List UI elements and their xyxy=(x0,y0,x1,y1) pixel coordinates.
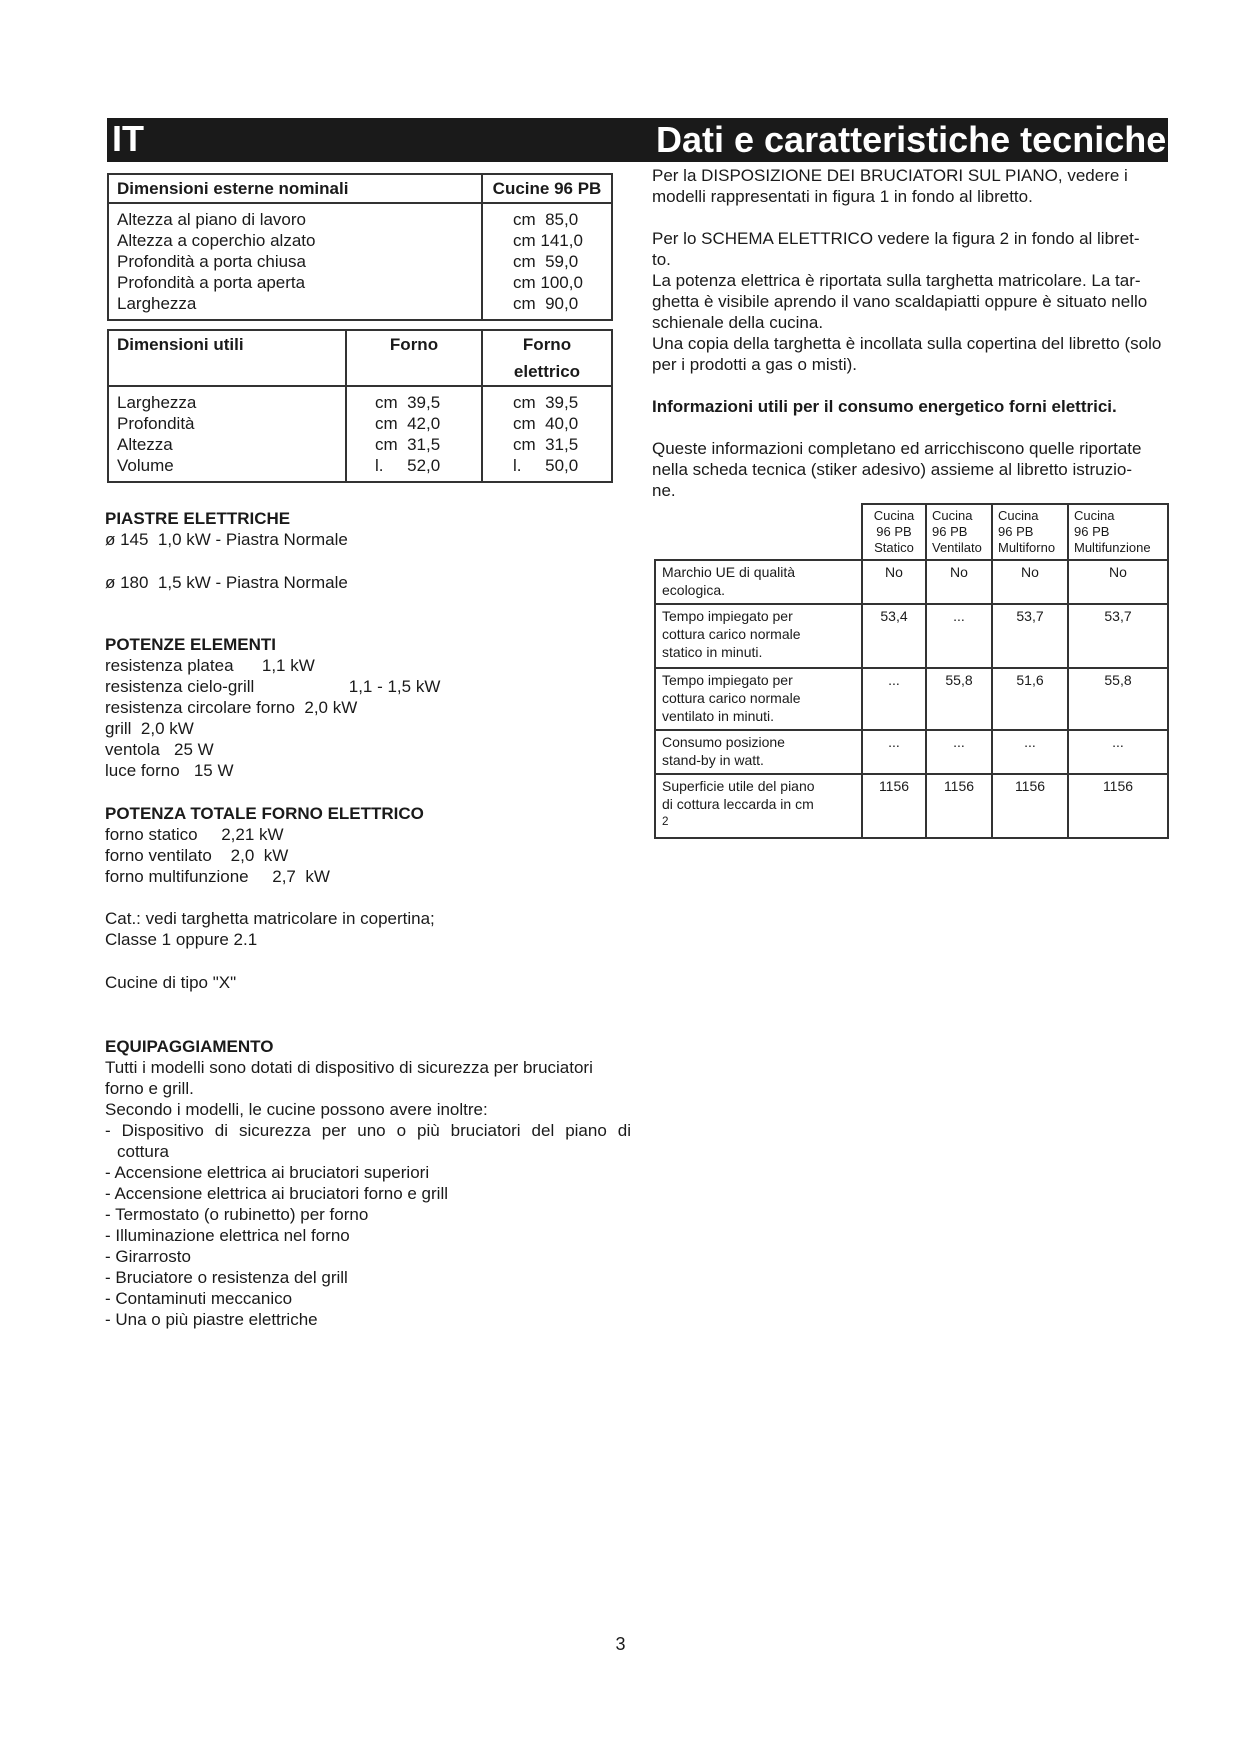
text-line: Secondo i modelli, le cucine possono avere inoltre: xyxy=(105,1100,488,1119)
text-line: Queste informazioni completano ed arricchiscono quelle riportate xyxy=(652,439,1142,458)
list-item: - Contaminuti meccanico xyxy=(105,1289,293,1308)
table-header: Dimensioni utili xyxy=(108,330,346,386)
table-row xyxy=(655,730,1168,774)
cell: cm 59,0 xyxy=(513,252,579,271)
text-line: forno ventilato 2,0 kW xyxy=(105,846,289,865)
right-intro xyxy=(652,165,1188,501)
text-line: Cat.: vedi targhetta matricolare in copertina; xyxy=(105,909,435,928)
page-title: Dati e caratteristiche tecniche xyxy=(656,119,1167,160)
piastre-section xyxy=(105,508,348,593)
cell: ... xyxy=(862,668,926,730)
cell: cm 40,0 xyxy=(513,414,579,433)
header-line: 96 PB xyxy=(876,524,912,539)
cell: Profondità xyxy=(117,414,195,433)
text-line: modelli rappresentati in figura 1 in fondo al libretto. xyxy=(652,187,1033,206)
cell: cm 42,0 xyxy=(375,414,441,433)
cell: cm 141,0 xyxy=(513,231,583,250)
header-line: Multiforno xyxy=(998,540,1056,555)
cell: No xyxy=(862,560,926,604)
text-line: forno statico 2,21 kW xyxy=(105,825,284,844)
table-row xyxy=(655,604,1168,668)
cell: 1156 xyxy=(1068,774,1168,838)
cell: No xyxy=(992,560,1068,604)
header-line: Multifunzione xyxy=(1074,540,1151,555)
cell: Volume xyxy=(117,456,174,475)
text-line: ne. xyxy=(652,481,676,500)
column-header xyxy=(1068,504,1168,560)
text-line: cottura xyxy=(117,1142,169,1161)
energy-heading: Informazioni utili per il consumo energetico forni elettrici. xyxy=(652,397,1117,416)
cell: l. 52,0 xyxy=(375,456,441,475)
table-header: Cucine 96 PB xyxy=(482,174,612,203)
header-line: Cucina xyxy=(932,508,973,523)
cell: 53,4 xyxy=(862,604,926,668)
cell: 1156 xyxy=(926,774,992,838)
list-item: - Accensione elettrica ai bruciatori superiori xyxy=(105,1163,430,1182)
text-line: per i prodotti a gas o misti). xyxy=(652,355,858,374)
section-heading: POTENZA TOTALE FORNO ELETTRICO xyxy=(105,804,424,823)
text-line: ø 180 1,5 kW - Piastra Normale xyxy=(105,573,348,592)
text-line: La potenza elettrica è riportata sulla targhetta matricolare. La tar- xyxy=(652,271,1141,290)
table-row xyxy=(655,668,1168,730)
header-line: 96 PB xyxy=(1074,524,1110,539)
table-header: Forno elettrico xyxy=(482,330,612,386)
row-label: Superficie utile del piano di cottura leccarda in cm $^2$ xyxy=(655,774,862,838)
table-header: Forno xyxy=(346,330,482,386)
text-line: resistenza circolare forno 2,0 kW xyxy=(105,698,358,717)
header-line: Cucina xyxy=(873,508,915,523)
cell: cm 31,5 xyxy=(513,435,579,454)
text-line: resistenza platea 1,1 kW xyxy=(105,656,315,675)
text-line: Classe 1 oppure 2.1 xyxy=(105,930,258,949)
cell: Larghezza xyxy=(117,294,197,313)
row-label: Tempo impiegato per cottura carico normale ventilato in minuti. xyxy=(655,668,862,730)
cell: No xyxy=(926,560,992,604)
text-line: to. xyxy=(652,250,671,269)
section-heading: PIASTRE ELETTRICHE xyxy=(105,509,291,528)
cell: 1156 xyxy=(862,774,926,838)
header-line: Cucina xyxy=(998,508,1039,523)
text-line: Per lo SCHEMA ELETTRICO vedere la figura 2 in fondo al libret- xyxy=(652,229,1140,248)
category-section xyxy=(105,908,435,993)
cell: Altezza a coperchio alzato xyxy=(117,231,316,250)
oven-values xyxy=(346,386,482,482)
cell: cm 39,5 xyxy=(375,393,441,412)
cell: ... xyxy=(1068,730,1168,774)
text-line: ø 145 1,0 kW - Piastra Normale xyxy=(105,530,348,549)
text-line: - Dispositivo di sicurezza per uno o più bruciatori del piano di xyxy=(105,1121,631,1140)
row-values xyxy=(482,203,612,320)
column-header xyxy=(862,504,926,560)
equipment-section xyxy=(105,1036,631,1330)
column-header xyxy=(926,504,992,560)
cell: l. 50,0 xyxy=(513,456,579,475)
row-labels xyxy=(108,386,346,482)
cell: cm 100,0 xyxy=(513,273,583,292)
text-line: ghetta è visibile aprendo il vano scaldapiatti oppure è situato nello xyxy=(652,292,1148,311)
row-label: Consumo posizione stand-by in watt. xyxy=(655,730,862,774)
cell: cm 39,5 xyxy=(513,393,579,412)
table-row xyxy=(655,774,1168,838)
header-line: 96 PB xyxy=(998,524,1034,539)
text-line: forno multifunzione 2,7 kW xyxy=(105,867,330,886)
text-line: grill 2,0 kW xyxy=(105,719,194,738)
cell: 53,7 xyxy=(1068,604,1168,668)
header-line: Ventilato xyxy=(932,540,982,555)
text-line: Una copia della targhetta è incollata sulla copertina del libretto (solo xyxy=(652,334,1162,353)
section-heading: EQUIPAGGIAMENTO xyxy=(105,1037,274,1056)
text-line: resistenza cielo-grill 1,1 - 1,5 kW xyxy=(105,677,441,696)
text-line: ventola 25 W xyxy=(105,740,214,759)
row-label: Marchio UE di qualità ecologica. xyxy=(655,560,862,604)
list-item: - Una o più piastre elettriche xyxy=(105,1310,318,1329)
table-header: Dimensioni esterne nominali xyxy=(108,174,482,203)
text-line: luce forno 15 W xyxy=(105,761,234,780)
page-number: 3 xyxy=(615,1634,626,1654)
row-labels xyxy=(108,203,482,320)
cell: 55,8 xyxy=(926,668,992,730)
header-line: Statico xyxy=(874,540,914,555)
list-item: - Termostato (o rubinetto) per forno xyxy=(105,1205,369,1224)
cell: 53,7 xyxy=(992,604,1068,668)
external-dimensions-table xyxy=(107,173,613,321)
language-code: IT xyxy=(112,118,144,159)
list-item: - Illuminazione elettrica nel forno xyxy=(105,1226,350,1245)
cell: ... xyxy=(862,730,926,774)
cell: ... xyxy=(926,730,992,774)
useful-dimensions-table xyxy=(107,329,613,483)
text-line: nella scheda tecnica (stiker adesivo) assieme al libretto istruzio- xyxy=(652,460,1132,479)
potenze-section xyxy=(105,634,440,781)
energy-table xyxy=(654,503,1169,839)
list-item: - Girarrosto xyxy=(105,1247,191,1266)
cell: Altezza xyxy=(117,435,173,454)
table-row xyxy=(655,560,1168,604)
row-label: Tempo impiegato per cottura carico normale statico in minuti. xyxy=(655,604,862,668)
cell: cm 90,0 xyxy=(513,294,579,313)
cell: 55,8 xyxy=(1068,668,1168,730)
cell: Altezza al piano di lavoro xyxy=(117,210,307,229)
cell: Profondità a porta aperta xyxy=(117,273,306,292)
text-line: Tutti i modelli sono dotati di dispositivo di sicurezza per bruciatori xyxy=(105,1058,593,1077)
cell: Profondità a porta chiusa xyxy=(117,252,307,271)
cell: cm 31,5 xyxy=(375,435,441,454)
text-line: schienale della cucina. xyxy=(652,313,824,332)
cell: 51,6 xyxy=(992,668,1068,730)
superscript: 2 xyxy=(662,815,669,828)
cell: Larghezza xyxy=(117,393,197,412)
totale-section xyxy=(105,803,424,887)
header-line: Cucina xyxy=(1074,508,1115,523)
section-heading: POTENZE ELEMENTI xyxy=(105,635,276,654)
list-item: - Bruciatore o resistenza del grill xyxy=(105,1268,348,1287)
text-line: Per la DISPOSIZIONE DEI BRUCIATORI SUL PIANO, vedere i xyxy=(652,166,1128,185)
list-item: - Accensione elettrica ai bruciatori forno e grill xyxy=(105,1184,448,1203)
electric-oven-values xyxy=(482,386,612,482)
text-line: forno e grill. xyxy=(105,1079,194,1098)
cell: ... xyxy=(992,730,1068,774)
column-header xyxy=(992,504,1068,560)
cell: No xyxy=(1068,560,1168,604)
cell: cm 85,0 xyxy=(513,210,579,229)
header-line: 96 PB xyxy=(932,524,968,539)
cell: 1156 xyxy=(992,774,1068,838)
cell: ... xyxy=(926,604,992,668)
text-line: Cucine di tipo "X" xyxy=(105,973,237,992)
